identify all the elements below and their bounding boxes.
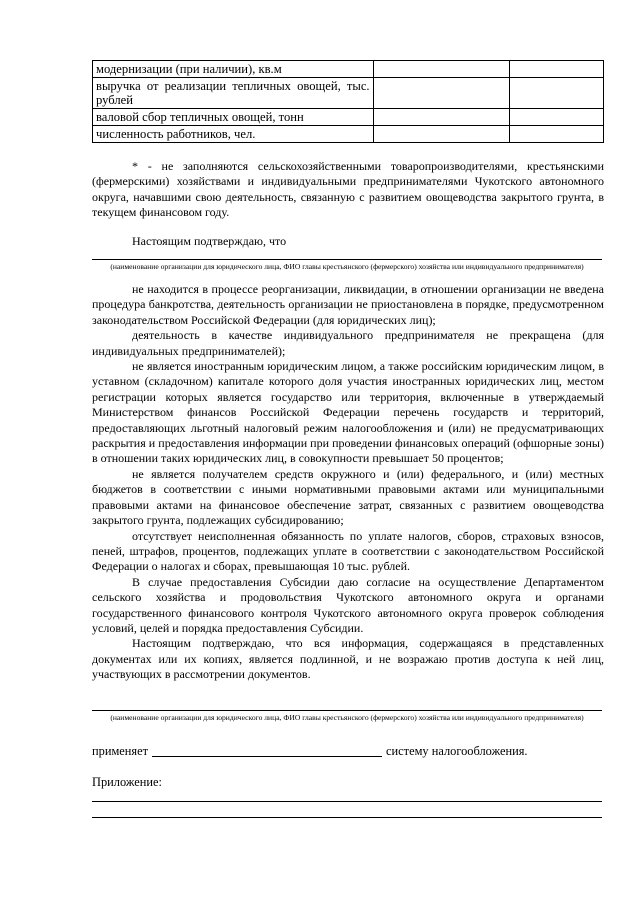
name-caption-2: (наименование организации для юридического лица, ФИО главы крестьянского (фермерского) хозяйства или индивидуального предпринимателя) [110, 713, 584, 722]
tax-system-line [92, 744, 604, 759]
table-cell-value[interactable] [373, 109, 509, 126]
name-signature-line-2[interactable] [92, 710, 602, 711]
tax-suffix: систему налогообложения. [386, 744, 528, 758]
table-row [93, 126, 604, 143]
statement-paragraph: не является получателем средств окружного и (или) федерального, и (или) местных бюджетов в соответствии с иными нормативными правовыми актами или муниципальными правовыми актами на финансовое обеспечение затрат, связанных с развитием овощеводства закрытого грунта, подлежащих субсидированию; [92, 466, 604, 528]
table-row [93, 61, 604, 78]
appendix-line[interactable] [92, 801, 602, 802]
appendix-line[interactable] [92, 817, 602, 818]
table-cell-label: валовой сбор тепличных овощей, тонн [93, 109, 374, 126]
table-cell-value[interactable] [373, 126, 509, 143]
table-cell-value[interactable] [509, 78, 603, 109]
statement-paragraph: деятельность в качестве индивидуального предпринимателя не прекращена (для индивидуальных предпринимателей); [92, 328, 604, 358]
table-cell-label: модернизации (при наличии), кв.м [93, 61, 374, 78]
authenticity-paragraph: Настоящим подтверждаю, что вся информация, содержащаяся в представленных документах или их копиях, является подлинной, и не возражаю против доступа к ней лиц, участвующих в рассмотрении документов. [92, 636, 604, 682]
table-row [93, 109, 604, 126]
confirm-intro: Настоящим подтверждаю, что [132, 234, 287, 248]
statement-paragraph: отсутствует неисполненная обязанность по уплате налогов, сборов, страховых взносов, пеней, штрафов, процентов, подлежащих уплате в соответствии с законодательством Российской Федерации о налогах и сборах, превышающая 10 тыс. рублей. [92, 528, 604, 574]
footnote-text: * - не заполняются сельскохозяйственными товаропроизводителями, крестьянскими (фермерскими) хозяйствами и индивидуальными предпринимателями Чукотского автономного округа, начавшими свою деятельность, связанную с развитием овощеводства закрытого грунта, в текущем финансовом году. [92, 159, 604, 220]
tax-system-field[interactable] [152, 744, 382, 757]
indicators-table [92, 60, 604, 143]
table-cell-value[interactable] [373, 78, 509, 109]
table-cell-value[interactable] [509, 126, 603, 143]
footnote [92, 159, 604, 221]
name-signature-line[interactable] [92, 259, 602, 260]
table-cell-label: численность работников, чел. [93, 126, 374, 143]
table-cell-value[interactable] [509, 109, 603, 126]
table-cell-value[interactable] [373, 61, 509, 78]
table-cell-value[interactable] [509, 61, 603, 78]
table-row [93, 78, 604, 109]
statements-block [92, 282, 604, 683]
statement-paragraph: не находится в процессе реорганизации, ликвидации, в отношении организации не введена процедура банкротства, деятельность организации не приостановлена в порядке, предусмотренном законодательством Российской Федерации (для юридических лиц); [92, 282, 604, 327]
consent-paragraph: В случае предоставления Субсидии даю согласие на осуществление Департаментом сельского хозяйства и продовольствия Чукотского автономного округа и органами государственного финансового контроля Чукотского автономного округа проверок соблюдения условий, целей и порядка предоставления Субсидии. [92, 574, 604, 635]
table-cell-label: выручка от реализации тепличных овощей, тыс. рублей [93, 78, 374, 109]
appendix-label: Приложение: [92, 775, 162, 789]
name-caption: (наименование организации для юридического лица, ФИО главы крестьянского (фермерского) хозяйства или индивидуального предпринимателя) [110, 262, 584, 271]
tax-prefix: применяет [92, 744, 149, 758]
statement-paragraph: не является иностранным юридическим лицом, а также российским юридическим лицом, в уставном (складочном) капитале которого доля участия иностранных юридических лиц, местом регистрации которых является государство или территория, включенные в утверждаемый Министерством финансов Российской Федерации перечень государств и территорий, предоставляющих льготный налоговый режим налогообложения и (или) не предусматривающих раскрытия и предоставления информации при проведении финансовых операций (офшорные зоны) в отношении таких юридических лиц, в совокупности превышает 50 процентов; [92, 359, 604, 466]
